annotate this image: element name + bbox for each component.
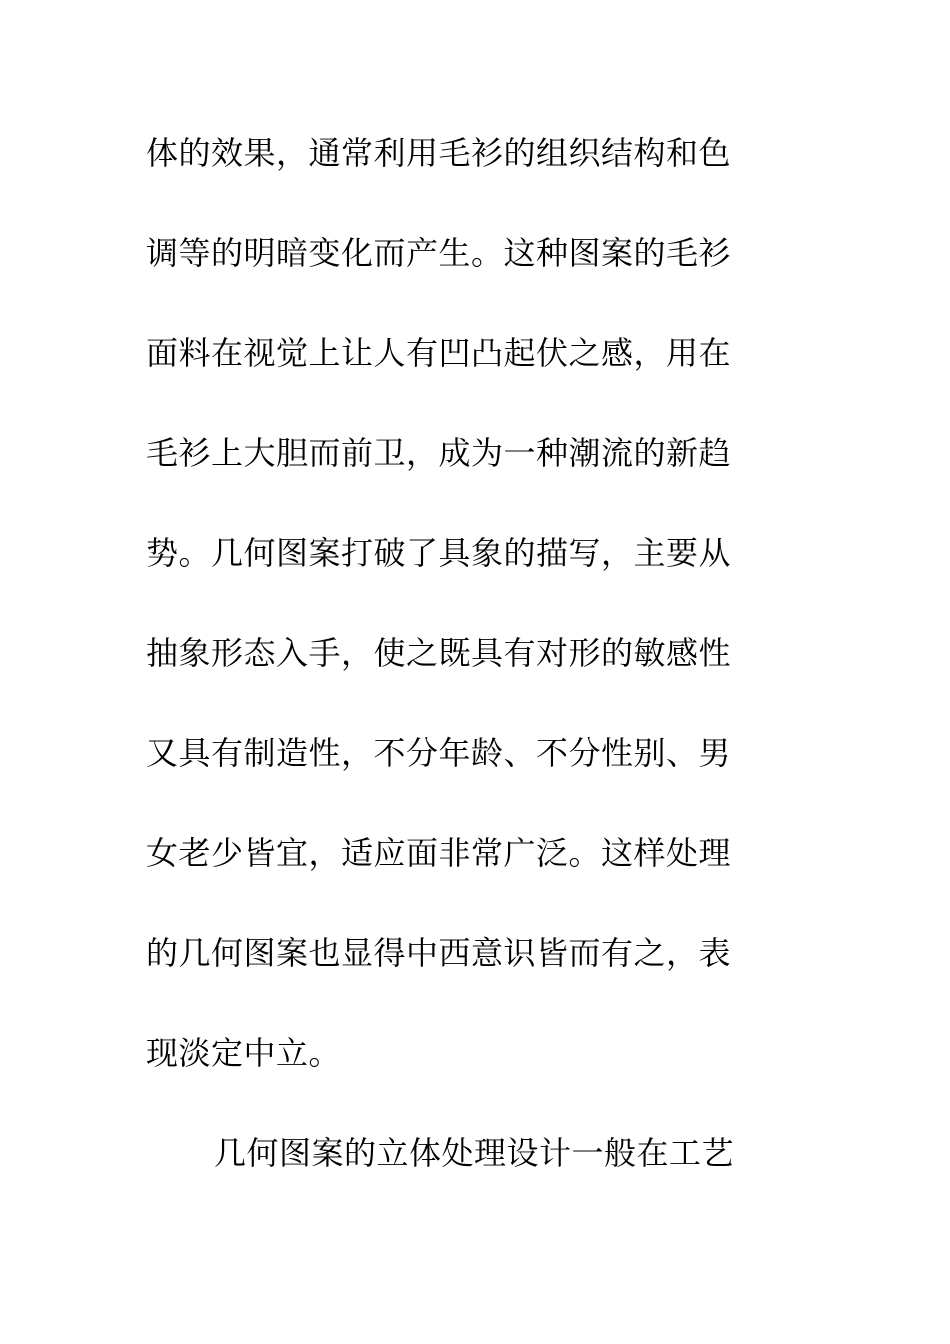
text-line: 调等的明暗变化而产生。这种图案的毛衫 [146, 234, 732, 272]
text-line: 面料在视觉上让人有凹凸起伏之感，用在 [146, 334, 732, 372]
text-line: 抽象形态入手，使之既具有对形的敏感性 [146, 634, 732, 672]
text-line: 势。几何图案打破了具象的描写，主要从 [146, 534, 732, 572]
paragraph-start-line: 几何图案的立体处理设计一般在工艺 [214, 1134, 735, 1172]
text-line: 女老少皆宜，适应面非常广泛。这样处理 [146, 834, 732, 872]
text-line: 体的效果，通常利用毛衫的组织结构和色 [146, 134, 732, 172]
text-line: 的几何图案也显得中西意识皆而有之，表 [146, 934, 732, 972]
body-text [146, 124, 786, 1224]
text-line: 又具有制造性，不分年龄、不分性别、男 [146, 734, 732, 772]
text-line: 毛衫上大胆而前卫，成为一种潮流的新趋 [146, 434, 732, 472]
text-line: 现淡定中立。 [146, 1034, 342, 1072]
